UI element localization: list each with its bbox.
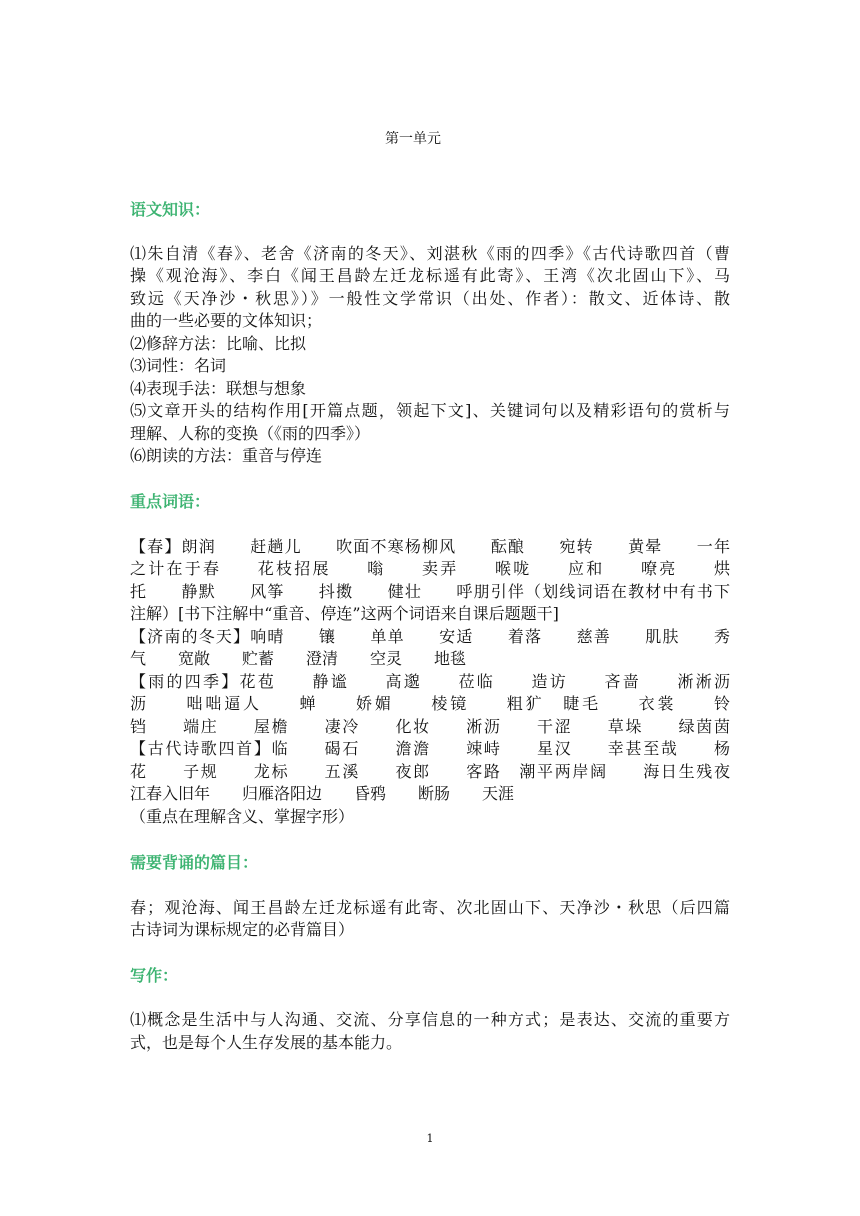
vocab-line: 【济南的冬天】响晴 镶 单单 安适 着落 慈善 肌肤 秀 (130, 627, 730, 646)
knowledge-line: ⑶词性：名词 (130, 356, 227, 375)
vocab-line: 花 子规 龙标 五溪 夜郎 客路 潮平两岸阔 海日生残夜 (130, 762, 730, 781)
knowledge-line: 理解、人称的变换（《雨的四季》） (130, 424, 371, 443)
page-number: 1 (426, 1132, 434, 1145)
vocab-line: 注解）[书下注解中“重音、停连”这两个词语来自课后题题干] (130, 604, 559, 623)
knowledge-line: ⑹朗读的方法：重音与停连 (130, 446, 323, 465)
writing-heading: 写作： (130, 966, 179, 985)
knowledge-line: ⑷表现手法：联想与想象 (130, 379, 307, 398)
vocab-line: 气 宽敞 贮蓄 澄清 空灵 地毯 (130, 649, 467, 668)
recite-heading: 需要背诵的篇目： (130, 853, 259, 872)
writing-line: ⑴概念是生活中与人沟通、交流、分享信息的一种方式；是表达、交流的重要方 (130, 1010, 730, 1029)
vocab-line: 沥 咄咄逼人 蝉 娇媚 棱镜 粗犷 睫毛 衣裳 铃 (130, 694, 730, 713)
recite-line: 春；观沧海、闻王昌龄左迁龙标遥有此寄、次北固山下、天净沙・秋思（后四篇 (130, 898, 730, 917)
knowledge-line: 曲的一些必要的文体知识； (130, 311, 323, 330)
vocab-line: 【雨的四季】花苞 静谧 高邈 莅临 造访 吝啬 淅淅沥 (130, 672, 730, 691)
vocab-line: 铛 端庄 屋檐 凄冷 化妆 淅沥 干涩 草垛 绿茵茵 (130, 717, 730, 736)
writing-line: 式，也是每个人生存发展的基本能力。 (130, 1033, 403, 1052)
vocab-line: 之计在于春 花枝招展 嗡 卖弄 喉咙 应和 嘹亮 烘 (130, 559, 730, 578)
knowledge-line: ⑸文章开头的结构作用[开篇点题，领起下文]、关键词句以及精彩语句的赏析与 (130, 401, 730, 420)
vocab-line: 托 静默 风筝 抖擞 健壮 呼朋引伴（划线词语在教材中有书下 (130, 582, 730, 601)
knowledge-line: 操《观沧海》、李白《闻王昌龄左迁龙标遥有此寄》、王湾《次北固山下》、马 (130, 266, 730, 285)
vocab-line: 江春入旧年 归雁洛阳边 昏鸦 断肠 天涯 (130, 784, 515, 803)
knowledge-line: ⑴朱自清《春》、老舍《济南的冬天》、刘湛秋《雨的四季》《古代诗歌四首（曹 (130, 244, 730, 263)
knowledge-line: 致远《天净沙・秋思》）》一般性文学常识（出处、作者）：散文、近体诗、散 (130, 289, 730, 308)
knowledge-line: ⑵修辞方法：比喻、比拟 (130, 334, 307, 353)
knowledge-heading: 语文知识： (130, 200, 211, 219)
page-title: 第一单元 (385, 131, 441, 147)
vocab-line: （重点在理解含义、掌握字形） (130, 807, 355, 826)
recite-line: 古诗词为课标规定的必背篇目） (130, 920, 355, 939)
vocab-heading: 重点词语： (130, 492, 211, 511)
vocab-line: 【古代诗歌四首】临 碣石 澹澹 竦峙 星汉 幸甚至哉 杨 (130, 739, 730, 758)
vocab-line: 【春】朗润 赶趟儿 吹面不寒杨柳风 酝酿 宛转 黄晕 一年 (130, 537, 730, 556)
